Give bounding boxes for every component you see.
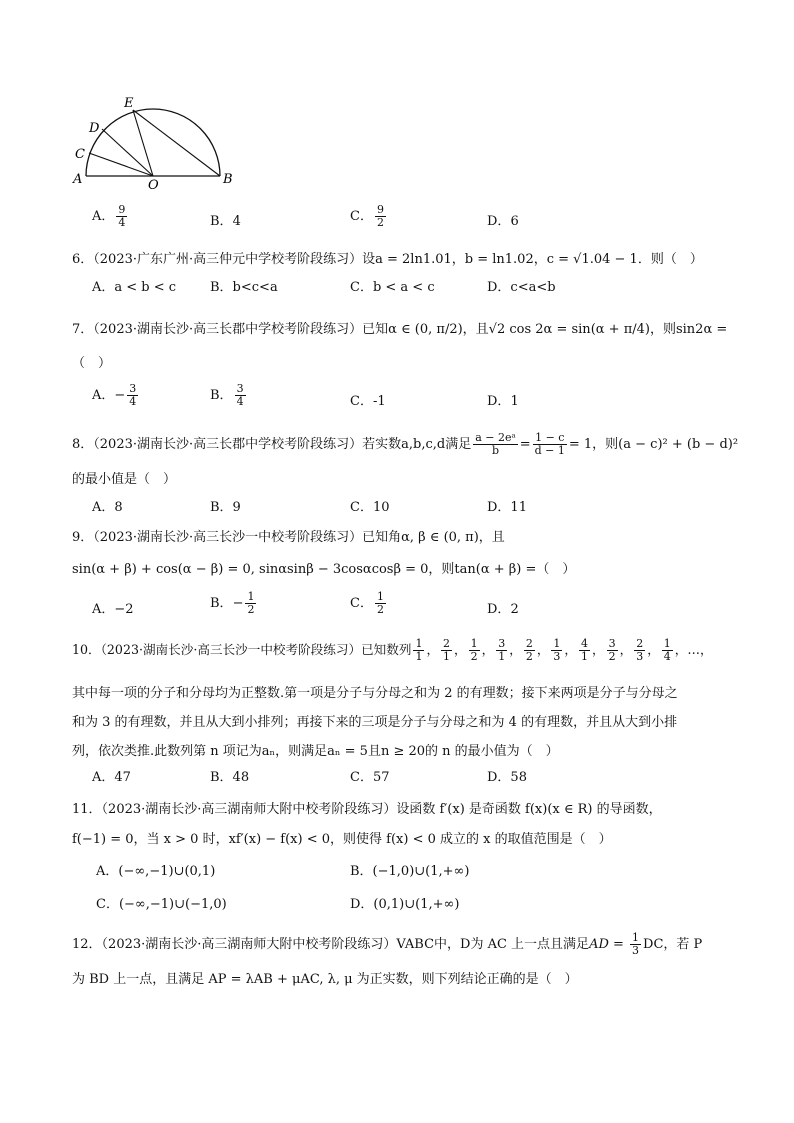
label-e: E bbox=[124, 96, 134, 111]
q10-sequence: $\frac{1}{1}$ ， $\frac{2}{1}$ ， $\frac{1}{2}$ ， $\frac{3}{1}$ ， $\frac{2}{2}$ ， $\frac{1}{3}$ ， $\frac{4}{1}$ ， $\frac{3}{2}$ ， $\frac{2}{3}$ ， $\frac{1}{4}$ bbox=[415, 637, 671, 663]
q7-option-c[interactable]: C．-1 bbox=[350, 394, 386, 409]
q11-option-b[interactable]: B．(−1,0)∪(1,+∞) bbox=[350, 864, 470, 879]
q10-fraction: $\frac{3}{2}$ bbox=[608, 637, 616, 663]
q5-option-b[interactable]: B．4 bbox=[210, 214, 241, 229]
q8-stem: 8．（2023·湖南长沙·高三长郡中学校考阶段练习）若实数a,b,c,d满足 $\frac{\text{a − 2eᵃ}}{b}$ = $\frac{1 - c}{d - 1}$ = 1，则(a − c)² + (b − d)² bbox=[72, 431, 739, 457]
q11-option-a[interactable]: A．(−∞,−1)∪(0,1) bbox=[96, 864, 216, 879]
semicircle-figure bbox=[66, 92, 246, 192]
q6-stem: 6．（2023·广东广州·高三仲元中学校考阶段练习）设a = 2ln1.01，b = ln1.02，c = √1.04 − 1．则（ ） bbox=[72, 252, 703, 267]
q6-option-a[interactable]: A．a < b < c bbox=[92, 280, 177, 295]
semicircle-arc bbox=[86, 109, 220, 176]
q9-option-b[interactable]: B．− $\frac{1}{2}$ bbox=[210, 590, 255, 616]
chord-eb bbox=[133, 110, 220, 176]
q10-fraction: $\frac{3}{1}$ bbox=[498, 637, 506, 663]
q8-option-b[interactable]: B．9 bbox=[210, 500, 241, 515]
q10-option-a[interactable]: A．47 bbox=[92, 770, 131, 785]
label-d: D bbox=[89, 121, 100, 136]
q10-option-b[interactable]: B．48 bbox=[210, 770, 250, 785]
q6-option-c[interactable]: C．b < a < c bbox=[350, 280, 435, 295]
label-a: A bbox=[73, 172, 83, 187]
q9-option-d[interactable]: D．2 bbox=[487, 602, 519, 617]
q10-stem: 10．（2023·湖南长沙·高三长沙一中校考阶段练习）已知数列 $\frac{1}{1}$ ， $\frac{2}{1}$ ， $\frac{1}{2}$ ， $\frac{3}{1}$ ， $\frac{2}{2}$ ， $\frac{1}{3}$ ， $\frac{4}{1}$ ， $\frac{3}{2}$ ， $\frac{2}{3}$ ， $\frac{1}{4}$ ，…， bbox=[72, 637, 713, 663]
q7-option-a[interactable]: A．− $\frac{3}{4}$ bbox=[92, 382, 137, 408]
q8-continuation: 的最小值是（ ） bbox=[72, 472, 177, 487]
q11-stem: 11．（2023·湖南长沙·高三湖南师大附中校考阶段练习）设函数 f′(x) 是奇函数 f(x)(x ∈ R) 的导函数， bbox=[72, 802, 662, 817]
q10-option-d[interactable]: D．58 bbox=[487, 770, 527, 785]
q7-stem: 7．（2023·湖南长沙·高三长郡中学校考阶段练习）已知α ∈ (0, π/2)，且√2 cos 2α = sin(α + π/4)，则sin2α = bbox=[72, 322, 728, 337]
q10-fraction: $\frac{1}{3}$ bbox=[553, 637, 561, 663]
q8-option-c[interactable]: C．10 bbox=[350, 500, 390, 515]
q10-line4: 列，依次类推.此数列第 n 项记为aₙ，则满足aₙ = 5且n ≥ 20的 n 的最小值为（ ） bbox=[72, 744, 559, 759]
q10-fraction: $\frac{1}{4}$ bbox=[663, 637, 671, 663]
label-c: C bbox=[75, 147, 85, 162]
q10-fraction: $\frac{4}{1}$ bbox=[581, 637, 589, 663]
label-o: O bbox=[148, 178, 159, 192]
q6-option-d[interactable]: D．c<a<b bbox=[487, 280, 556, 295]
q10-fraction: $\frac{1}{1}$ bbox=[415, 637, 423, 663]
q5-option-d[interactable]: D．6 bbox=[487, 214, 519, 229]
q5-option-c[interactable]: C． $\frac{9}{2}$ bbox=[350, 203, 384, 229]
q10-fraction: $\frac{2}{1}$ bbox=[443, 637, 451, 663]
q12-line2: 为 BD 上一点，且满足 AP = λAB + μAC, λ, μ 为正实数，则下列结论正确的是（ ） bbox=[72, 972, 578, 987]
q10-line3: 和为 3 的有理数，并且从大到小排列；再接下来的三项是分子与分母之和为 4 的有理数，并且从大到小排 bbox=[72, 715, 678, 730]
q10-fraction: $\frac{2}{3}$ bbox=[636, 637, 644, 663]
q9-line2: sin(α + β) + cos(α − β) = 0, sinαsinβ − 3cosαcosβ = 0，则tan(α + β) =（ ） bbox=[72, 562, 576, 577]
q11-option-d[interactable]: D．(0,1)∪(1,+∞) bbox=[350, 897, 460, 912]
q6-option-b[interactable]: B．b<c<a bbox=[210, 280, 278, 295]
q9-option-a[interactable]: A．−2 bbox=[92, 602, 134, 617]
q8-option-d[interactable]: D．11 bbox=[487, 500, 527, 515]
q5-option-a[interactable]: A． $\frac{9}{4}$ bbox=[92, 203, 126, 229]
q7-option-d[interactable]: D．1 bbox=[487, 394, 519, 409]
q8-option-a[interactable]: A．8 bbox=[92, 500, 123, 515]
q10-fraction: $\frac{1}{2}$ bbox=[470, 637, 478, 663]
q9-stem: 9．（2023·湖南长沙·高三长沙一中校考阶段练习）已知角α, β ∈ (0, π)，且 bbox=[72, 530, 505, 545]
q12-stem: 12．（2023·湖南长沙·高三湖南师大附中校考阶段练习）VABC中，D为 AC 上一点且满足AD = $\frac{1}{3}$ DC，若 P bbox=[72, 931, 703, 957]
q10-option-c[interactable]: C．57 bbox=[350, 770, 390, 785]
q10-line2: 其中每一项的分子和分母均为正整数.第一项是分子与分母之和为 2 的有理数；接下来两项是分子与分母之 bbox=[72, 686, 678, 701]
q7-option-b[interactable]: B． $\frac{3}{4}$ bbox=[210, 382, 244, 408]
label-b: B bbox=[223, 172, 233, 187]
q7-continuation: （ ） bbox=[72, 356, 112, 371]
chord-co bbox=[89, 153, 153, 176]
q9-option-c[interactable]: C． $\frac{1}{2}$ bbox=[350, 590, 384, 616]
q11-line2: f(−1) = 0，当 x > 0 时，xf′(x) − f(x) < 0，则使得 f(x) < 0 成立的 x 的取值范围是（ ） bbox=[72, 832, 612, 847]
q10-fraction: $\frac{2}{2}$ bbox=[525, 637, 533, 663]
q11-option-c[interactable]: C．(−∞,−1)∪(−1,0) bbox=[96, 897, 227, 912]
